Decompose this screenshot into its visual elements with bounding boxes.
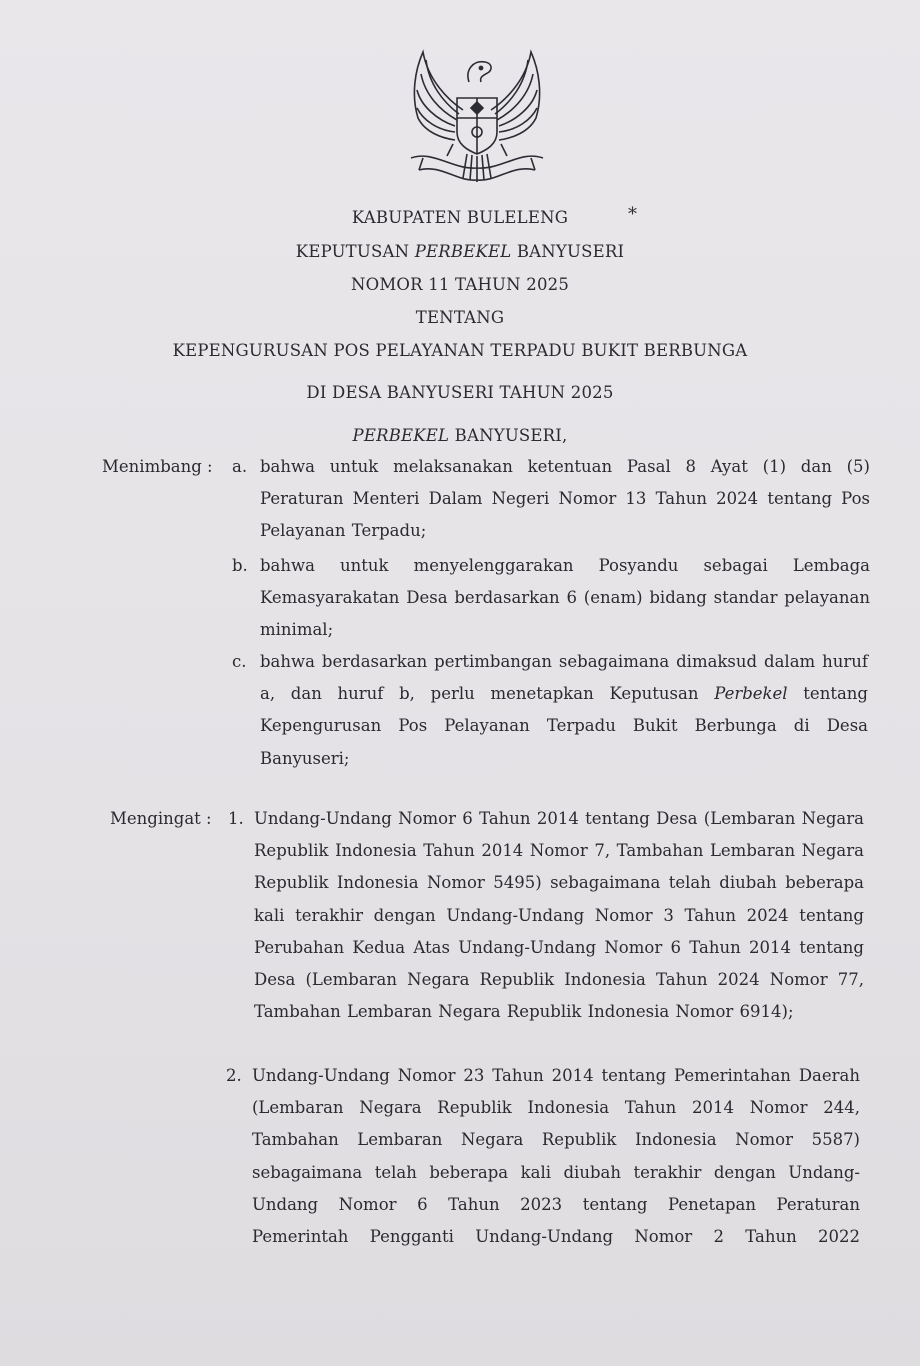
decree-suffix: BANYUSERI [511, 242, 625, 261]
menimbang-item-c-text-after: tentang Kepengurusan Pos Pelayanan Terpadu Bukit Berbunga di Desa Banyuseri; [260, 684, 868, 768]
pen-mark: ⁎ [628, 198, 637, 219]
decree-subject-line-2: DI DESA BANYUSERI TAHUN 2025 [306, 383, 614, 402]
mengingat-item-2-text: Undang-Undang Nomor 23 Tahun 2014 tentang Pemerintahan Daerah (Lembaran Negara Republik Indonesia Tahun 2014 Nomor 244, Tambahan Lembaran Negara Republik Indonesia Nomor 5587) sebagaimana telah beberapa kali diubah terakhir dengan Undang-Undang Nomor 6 Tahun 2023 tentang Penetapan Peraturan Pemerintah Pengganti Undang-Undang Nomor 2 Tahun 2022 [252, 1066, 860, 1247]
menimbang-item-b-text: bahwa untuk menyelenggarakan Posyandu sebagai Lembaga Kemasyarakatan Desa berdasarkan 6 (enam) bidang standar pelayanan minimal; [260, 556, 870, 640]
decree-prefix: KEPUTUSAN [295, 242, 415, 261]
menimbang-item-c-text [260, 646, 868, 775]
garuda-emblem-icon [393, 40, 561, 195]
menimbang-item-c-italic: Perbekel [714, 684, 788, 704]
issuer-line [0, 426, 920, 445]
menimbang-item-b-marker: b. [232, 556, 248, 575]
decree-title [0, 242, 920, 261]
menimbang-item-a-marker: a. [232, 457, 248, 476]
issuer-suffix: BANYUSERI, [449, 426, 568, 445]
mengingat-label: Mengingat : [110, 809, 212, 828]
menimbang-label: Menimbang : [102, 457, 213, 476]
regency-title: KABUPATEN BULELENG [351, 208, 569, 227]
menimbang-item-a-text: bahwa untuk melaksanakan ketentuan Pasal 8 Ayat (1) dan (5) Peraturan Menteri Dalam Negeri Nomor 13 Tahun 2024 tentang Pos Pelayanan Terpadu; [260, 457, 870, 541]
decree-about: TENTANG [415, 308, 505, 327]
decree-issuer-title: PERBEKEL [414, 242, 512, 261]
menimbang-item-c-marker: c. [232, 652, 247, 671]
mengingat-item-1-marker: 1. [228, 809, 244, 828]
decree-subject-line-1: KEPENGURUSAN POS PELAYANAN TERPADU BUKIT BERBUNGA [172, 341, 748, 360]
mengingat-item-2-marker: 2. [226, 1066, 242, 1085]
mengingat-item-1-text: Undang-Undang Nomor 6 Tahun 2014 tentang Desa (Lembaran Negara Republik Indonesia Tahun 2014 Nomor 7, Tambahan Lembaran Negara Republik Indonesia Nomor 5495) sebagaimana telah diubah beberapa kali terakhir dengan Undang-Undang Nomor 3 Tahun 2024 tentang Perubahan Kedua Atas Undang-Undang Nomor 6 Tahun 2014 tentang Desa (Lembaran Negara Republik Indonesia Tahun 2024 Nomor 77, Tambahan Lembaran Negara Republik Indonesia Nomor 6914); [254, 809, 864, 1022]
menimbang-item-c-text-before: bahwa berdasarkan pertimbangan sebagaimana dimaksud dalam huruf a, dan huruf b, perlu menetapkan Keputusan [260, 652, 868, 704]
issuer-title: PERBEKEL [352, 426, 450, 445]
decree-number: NOMOR 11 TAHUN 2025 [350, 275, 570, 294]
